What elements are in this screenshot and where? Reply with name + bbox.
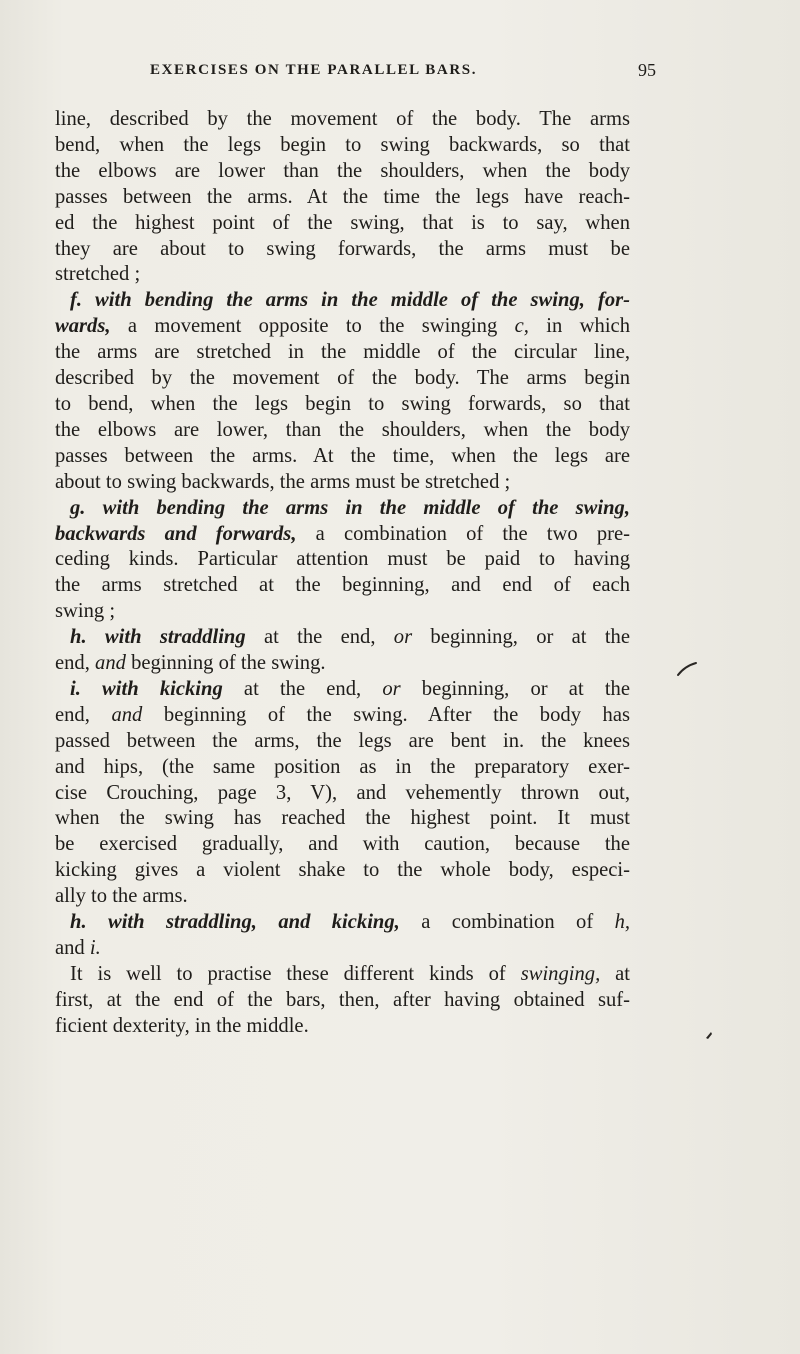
text-line: passed between the arms, the legs are bent in. the knees	[55, 729, 630, 752]
ink-mark	[676, 660, 700, 678]
text-line: bend, when the legs begin to swing backwards, so that	[55, 133, 630, 156]
text-line: first, at the end of the bars, then, after having obtained suf-	[55, 988, 630, 1011]
text-line: end, and beginning of the swing. After the body has	[55, 703, 631, 726]
text-line: the elbows are lower, than the shoulders, when the body	[55, 418, 630, 441]
text-line: the elbows are lower than the shoulders, when the body	[55, 159, 630, 182]
text-line: h. with straddling at the end, or beginning, or at the	[70, 626, 630, 649]
text-line: i. with kicking at the end, or beginning, or at the	[70, 677, 630, 700]
text-line: ficient dexterity, in the middle.	[55, 1014, 309, 1037]
text-line: the arms stretched at the beginning, and end of each	[55, 574, 630, 597]
text-line: described by the movement of the body. The arms begin	[55, 367, 630, 390]
ink-speck	[704, 1030, 714, 1040]
text-line: f. with bending the arms in the middle of the swing, for-	[70, 289, 630, 312]
text-line: passes between the arms. At the time, when the legs are	[55, 444, 630, 467]
text-line: ally to the arms.	[55, 885, 188, 908]
page-number: 95	[638, 60, 656, 80]
text-line: swing ;	[55, 600, 116, 623]
text-line: to bend, when the legs begin to swing forwards, so that	[55, 392, 630, 415]
text-line: and hips, (the same position as in the preparatory exer-	[55, 755, 630, 778]
text-line: about to swing backwards, the arms must be stretched ;	[55, 470, 511, 493]
text-line: when the swing has reached the highest point. It must	[55, 807, 630, 830]
text-line: kicking gives a violent shake to the whole body, especi-	[55, 859, 630, 882]
text-line: wards, a movement opposite to the swinging c, in which	[55, 315, 630, 338]
body-text	[55, 107, 630, 1040]
text-line: they are about to swing forwards, the arms must be	[55, 237, 630, 260]
text-line: line, described by the movement of the body. The arms	[55, 108, 630, 130]
text-line: cise Crouching, page 3, V), and vehemently thrown out,	[55, 781, 630, 804]
text-line: ceding kinds. Particular attention must be paid to having	[55, 548, 630, 571]
text-line: h. with straddling, and kicking, a combination of h,	[70, 911, 631, 934]
text-line: the arms are stretched in the middle of the circular line,	[55, 341, 630, 364]
running-title: EXERCISES ON THE PARALLEL BARS.	[150, 62, 478, 78]
text-line: backwards and forwards, a combination of the two pre-	[55, 522, 630, 545]
text-line: ed the highest point of the swing, that is to say, when	[55, 211, 630, 234]
text-line: end, and beginning of the swing.	[55, 652, 326, 675]
text-line: passes between the arms. At the time the legs have reach-	[55, 185, 630, 208]
text-line: g. with bending the arms in the middle of the swing,	[70, 496, 630, 519]
text-line: be exercised gradually, and with caution, because the	[55, 833, 630, 856]
text-line: It is well to practise these different kinds of swinging, at	[70, 962, 630, 985]
text-line: stretched ;	[55, 263, 141, 286]
text-line: and i.	[55, 937, 101, 959]
page-header	[0, 62, 800, 92]
